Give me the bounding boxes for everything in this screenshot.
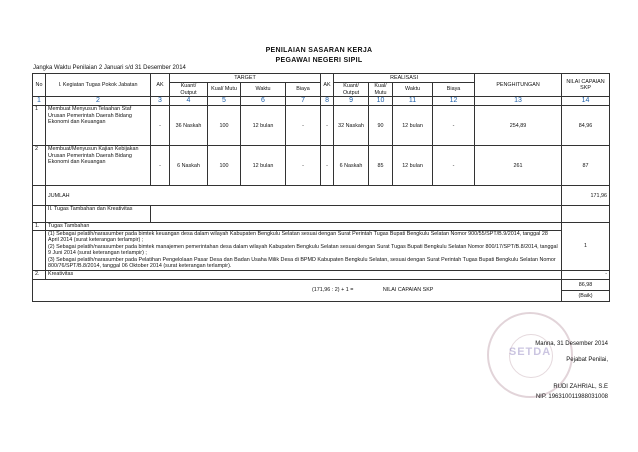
row-r-biaya: - — [433, 146, 475, 186]
final-category: (Baik) — [562, 290, 610, 301]
tambahan-item-3: (3) Sebagai pelatih/narasumber pada Pelatihan Pengelolaan Pasar Desa dan Badan Usaha Milik Desa di BPMD Kabupaten Bengkulu Selatan, sesuai dengan Surat Perintah Tugas Bupati Bengkulu Selatan Nomor 800/76/SPT/B.8/2014, tanggal 06 Oktober 2014 (surat keterangan terlampir). — [48, 256, 556, 270]
col-num: 1 — [33, 97, 46, 106]
tambahan-items-row — [33, 230, 610, 270]
table-row — [33, 146, 610, 186]
col-num: 2 — [46, 97, 151, 106]
row-ak: - — [151, 146, 170, 186]
row-r-kuant: 32 Naskah — [334, 106, 369, 146]
header-task: I. Kegiatan Tugas Pokok Jabatan — [46, 74, 151, 97]
header-ak-realisasi: AK — [321, 74, 334, 97]
tambahan-items — [46, 230, 562, 270]
header-r-biaya: Biaya — [433, 83, 475, 97]
signature-nip: NIP. 196310011988031008 — [535, 394, 608, 400]
row-r-waktu: 12 bulan — [393, 106, 433, 146]
row-t-waktu: 12 bulan — [241, 146, 286, 186]
header-penghitungan: PENGHITUNGAN — [475, 74, 562, 97]
row-nilai: 87 — [562, 146, 610, 186]
header-t-kual: Kual/ Mutu — [208, 83, 241, 97]
header-realisasi: REALISASI — [334, 74, 475, 83]
row-r-waktu: 12 bulan — [393, 146, 433, 186]
col-num: 6 — [241, 97, 286, 106]
header-target: TARGET — [170, 74, 321, 83]
signature-role: Pejabat Penilai, — [566, 357, 608, 363]
col-num: 13 — [475, 97, 562, 106]
tambahan-label: Tugas Tambahan — [46, 223, 562, 230]
header-nilai: NILAI CAPAIAN SKP — [562, 74, 610, 97]
header-r-waktu: Waktu — [393, 83, 433, 97]
kreativitas-row — [33, 270, 610, 279]
row-r-ak: - — [321, 106, 334, 146]
section-2-row — [33, 206, 610, 223]
row-task: Membuat Menyusun Telaahan Staf Urusan Pemerintah Daerah Bidang Ekonomi dan Keuangan — [46, 106, 151, 146]
row-t-biaya: - — [286, 146, 321, 186]
tambahan-item-1: (1) Sebagai pelatih/narasumber pada bimtek keuangan desa dalam wilayah Kabupaten Bengkulu Selatan sesuai dengan Surat Perintah Tugas Bupati Bengkulu Selatan Nomor 900/55/SPT/B.9/2014, tanggal 28 April 2014 (surat keterangan terlampir) ; — [48, 230, 548, 244]
row-r-ak: - — [321, 146, 334, 186]
tambahan-value: 1 — [562, 223, 610, 270]
row-r-kual: 90 — [369, 106, 393, 146]
page-title: PENILAIAN SASARAN KERJA — [265, 47, 373, 54]
col-num: 5 — [208, 97, 241, 106]
stamp-text: SETDA — [508, 346, 552, 358]
signature-name: RUDI ZAHRIAL, S.E — [553, 384, 608, 390]
col-num: 11 — [393, 97, 433, 106]
header-row-1 — [33, 74, 610, 83]
row-t-kuant: 36 Naskah — [170, 106, 208, 146]
table-row — [33, 106, 610, 146]
row-r-kual: 85 — [369, 146, 393, 186]
assessment-period: Jangka Waktu Penilaian 2 Januari s/d 31 Desember 2014 — [33, 65, 186, 71]
col-num: 12 — [433, 97, 475, 106]
final-value: 86,98 — [562, 279, 610, 290]
section-2-label: II. Tugas Tambahan dan Kreativitas — [46, 206, 151, 223]
header-ak: AK — [151, 74, 170, 97]
tambahan-no: 1. — [33, 223, 46, 230]
row-task: Membuat/Menyusun Kajian Kebijakan Urusan Pemerintah Daerah Bidang Ekonomi dan Keuangan — [46, 146, 151, 186]
row-hitung: 261 — [475, 146, 562, 186]
jumlah-row — [33, 186, 610, 206]
col-num: 8 — [321, 97, 334, 106]
skp-table — [32, 73, 610, 302]
kreativitas-value: - — [562, 270, 610, 279]
jumlah-label: JUMLAH — [46, 186, 562, 206]
row-nilai: 84,96 — [562, 106, 610, 146]
row-t-biaya: - — [286, 106, 321, 146]
kreativitas-no: 2. — [33, 270, 46, 279]
header-r-kual: Kual/ Mutu — [369, 83, 393, 97]
final-row-1 — [33, 279, 610, 290]
row-t-waktu: 12 bulan — [241, 106, 286, 146]
col-num: 7 — [286, 97, 321, 106]
col-num: 14 — [562, 97, 610, 106]
row-t-kuant: 6 Naskah — [170, 146, 208, 186]
final-label: NILAI CAPAIAN SKP — [382, 287, 434, 294]
row-t-kual: 100 — [208, 146, 241, 186]
col-num: 10 — [369, 97, 393, 106]
final-formula: (171,96 : 2) + 1 = — [312, 287, 354, 294]
signature-place-date: Manna, 31 Desember 2014 — [535, 341, 608, 347]
jumlah-value: 171,96 — [562, 186, 610, 206]
kreativitas-label: Kreativitas — [46, 270, 562, 279]
tambahan-item-2: (2) Sebagai pelatih/narasumber pada bimtek manajemen pemerintahan desa dalam wilayah Kabupaten Bengkulu Selatan sesuai dengan Surat Tugas Bupati Bengkulu Selatan Nomor 800/17/SPT/B.8/2014, tanggal 9 Juni 2014 (surat keterangan terlampir) ; — [48, 243, 558, 257]
row-r-kuant: 6 Naskah — [334, 146, 369, 186]
row-no: 1 — [33, 106, 46, 146]
row-ak: - — [151, 106, 170, 146]
column-number-row — [33, 97, 610, 106]
row-r-biaya: - — [433, 106, 475, 146]
header-no: No — [33, 74, 46, 97]
header-t-waktu: Waktu — [241, 83, 286, 97]
row-no: 2 — [33, 146, 46, 186]
col-num: 9 — [334, 97, 369, 106]
row-hitung: 254,89 — [475, 106, 562, 146]
header-t-kuant: Kuant/ Output — [170, 83, 208, 97]
header-t-biaya: Biaya — [286, 83, 321, 97]
row-t-kual: 100 — [208, 106, 241, 146]
page-subtitle: PEGAWAI NEGERI SIPIL — [275, 57, 363, 64]
tambahan-header-row — [33, 223, 610, 230]
header-r-kuant: Kuant/ Output — [334, 83, 369, 97]
col-num: 4 — [170, 97, 208, 106]
col-num: 3 — [151, 97, 170, 106]
